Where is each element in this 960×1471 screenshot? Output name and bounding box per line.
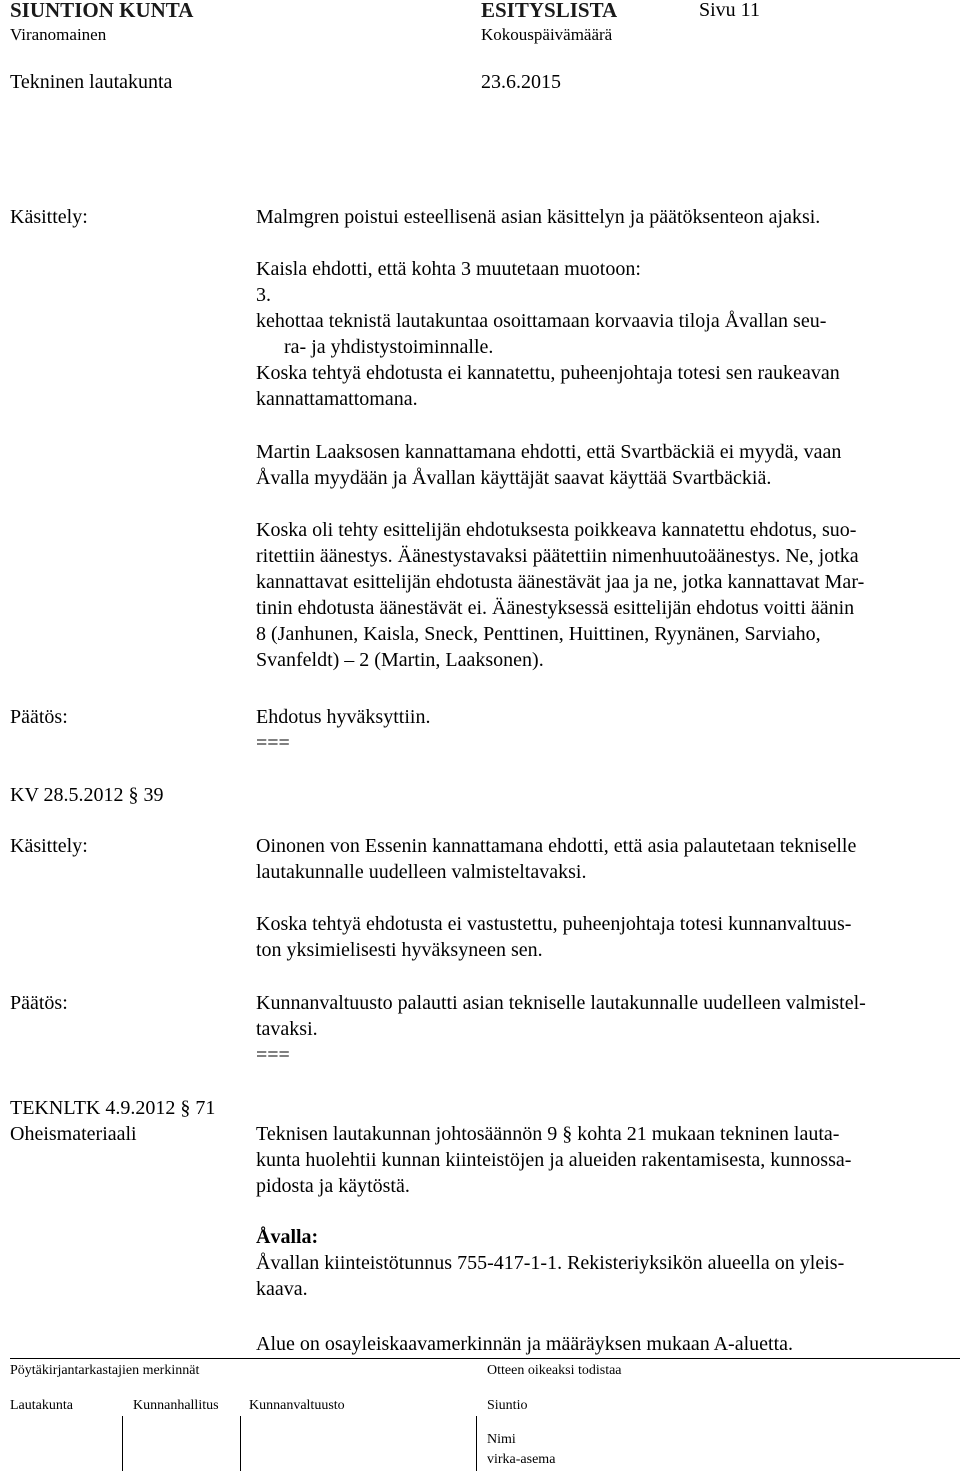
paragraph-line: Svanfeldt) – 2 (Martin, Laaksonen). [256, 649, 544, 671]
authority-label: Viranomainen [10, 25, 107, 44]
item-text: kehottaa teknistä lautakuntaa osoittamaan korvaavia tiloja Åvallan seu- [256, 310, 827, 332]
footer-certification-label: Otteen oikeaksi todistaa [487, 1363, 622, 1378]
paragraph [256, 833, 950, 885]
page-number: Sivu 11 [699, 0, 760, 21]
proposal-paragraph [256, 256, 950, 360]
paragraph-line: kaava. [256, 1278, 308, 1300]
paragraph-line: Teknisen lautakunnan johtosäännön 9 § kohta 21 mukaan tekninen lauta- [256, 1123, 840, 1145]
paatos-label: Päätös: [10, 992, 68, 1014]
item-number: 3. [256, 284, 271, 306]
paragraph: Malmgren poistui esteellisenä asian käsittelyn ja päätöksenteon ajaksi. [256, 206, 821, 228]
org-name: SIUNTION KUNTA [10, 0, 194, 22]
footer-column-kunnanvaltuusto: Kunnanvaltuusto [249, 1398, 345, 1413]
paragraph-line: pidosta ja käytöstä. [256, 1175, 410, 1197]
date-label: Kokouspäivämäärä [481, 25, 613, 44]
numbered-item [256, 282, 950, 334]
document-type: ESITYSLISTA [481, 0, 618, 22]
vote-paragraph [256, 517, 950, 673]
paragraph [256, 1250, 950, 1302]
footer-divider [10, 1358, 960, 1359]
paragraph-line: Åvallan kiinteistötunnus 755-417-1-1. Rekisteriyksikön alueella on yleis- [256, 1252, 845, 1274]
footer-position-label: virka-asema [487, 1452, 556, 1467]
paatos-body [256, 990, 950, 1068]
paragraph [256, 439, 950, 491]
section-reference: TEKNLTK 4.9.2012 § 71 [10, 1097, 216, 1119]
footer-column-divider [122, 1416, 123, 1471]
separator: === [256, 1044, 290, 1066]
paragraph-line: ritettiin äänestys. Äänestystavaksi päätettiin nimenhuutoäänestys. Ne, jotka [256, 545, 859, 567]
paragraph-line: Koska tehtyä ehdotusta ei vastustettu, puheenjohtaja totesi kunnanvaltuus- [256, 913, 852, 935]
paragraph-line: ton yksimielisesti hyväksyneen sen. [256, 939, 543, 961]
paatos-label: Päätös: [10, 706, 68, 728]
authority-name: Tekninen lautakunta [10, 71, 173, 93]
paragraph-line: tavaksi. [256, 1018, 318, 1040]
footer-column-kunnanhallitus: Kunnanhallitus [133, 1398, 219, 1413]
paragraph-line: kannattamattomana. [256, 388, 418, 410]
paragraph [256, 911, 950, 963]
paragraph-line: Kaisla ehdotti, että kohta 3 muutetaan muotoon: [256, 258, 641, 280]
paragraph-line: Åvalla myydään ja Åvallan käyttäjät saavat käyttää Svartbäckiä. [256, 467, 772, 489]
kasittely-label: Käsittely: [10, 206, 88, 228]
oheismateriaali-label: Oheismateriaali [10, 1123, 137, 1145]
paragraph-line: kunta huolehtii kunnan kiinteistöjen ja alueiden rakentamisesta, kunnossa- [256, 1149, 852, 1171]
separator: === [256, 732, 290, 754]
paragraph-line: Koska tehtyä ehdotusta ei kannatettu, puheenjohtaja totesi sen raukeavan [256, 362, 840, 384]
paragraph-line: Oinonen von Essenin kannattamana ehdotti, että asia palautetaan tekniselle [256, 835, 857, 857]
footer-notes-label: Pöytäkirjantarkastajien merkinnät [10, 1363, 200, 1378]
paragraph-line: Koska oli tehty esittelijän ehdotuksesta poikkeava kannatettu ehdotus, suo- [256, 519, 857, 541]
section-reference: KV 28.5.2012 § 39 [10, 784, 164, 806]
paragraph-line: 8 (Janhunen, Kaisla, Sneck, Penttinen, Huittinen, Ryynänen, Sarviaho, [256, 623, 821, 645]
footer-column-divider [476, 1416, 477, 1471]
footer-place: Siuntio [487, 1398, 528, 1413]
paatos-body [256, 704, 950, 756]
footer-column-divider [240, 1416, 241, 1471]
paragraph [256, 360, 950, 412]
paragraph-line: tinin ehdotusta äänestävät ei. Äänestyksessä esittelijän ehdotus voitti äänin [256, 597, 855, 619]
paragraph-line: Kunnanvaltuusto palautti asian tekniselle lautakunnalle uudelleen valmistel- [256, 992, 866, 1014]
decision-text: Ehdotus hyväksyttiin. [256, 706, 431, 728]
paragraph [256, 1121, 950, 1199]
paragraph-line: lautakunnalle uudelleen valmisteltavaksi. [256, 861, 587, 883]
subheading: Åvalla: [256, 1226, 319, 1248]
meeting-date: 23.6.2015 [481, 71, 561, 93]
paragraph: Alue on osayleiskaavamerkinnän ja määräyksen mukaan A-aluetta. [256, 1333, 794, 1355]
paragraph-line: kannattavat esittelijän ehdotusta äänestävät jaa ja ne, jotka kannattavat Mar- [256, 571, 865, 593]
paragraph-line: Martin Laaksosen kannattamana ehdotti, että Svartbäckiä ei myydä, vaan [256, 441, 842, 463]
footer-name-label: Nimi [487, 1432, 516, 1447]
item-text-continued: ra- ja yhdistystoiminnalle. [284, 336, 494, 358]
footer-column-lautakunta: Lautakunta [10, 1398, 73, 1413]
kasittely-body [256, 204, 950, 230]
kasittely-label: Käsittely: [10, 835, 88, 857]
